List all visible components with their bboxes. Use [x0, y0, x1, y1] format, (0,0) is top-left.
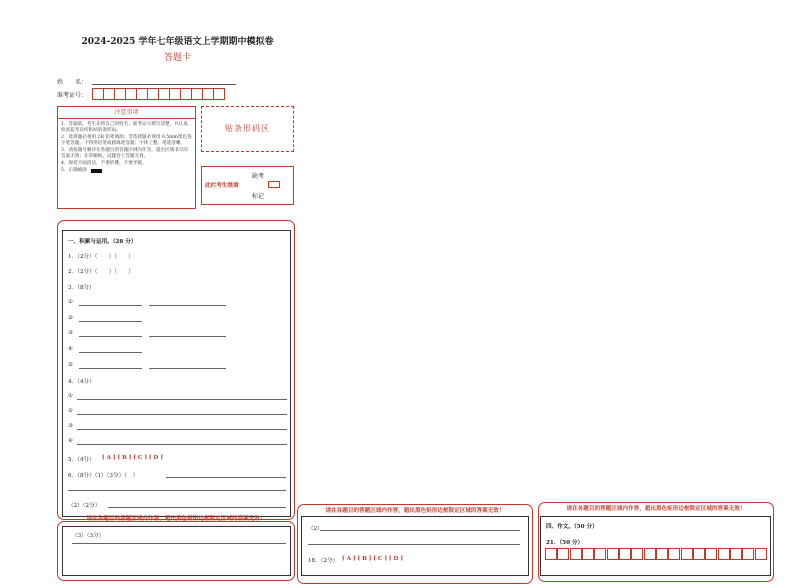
essay-cell[interactable] — [718, 548, 730, 560]
q4-circle-2: ② — [68, 408, 74, 414]
essay-grid[interactable] — [545, 548, 767, 562]
section1-heading: 一、积累与运用。（28 分） — [68, 239, 137, 245]
q4-circle-3: ③ — [68, 423, 74, 429]
q3-line[interactable] — [149, 336, 226, 337]
essay-cell[interactable] — [681, 548, 693, 560]
q3-line[interactable] — [79, 305, 142, 306]
essay-cell[interactable] — [582, 548, 594, 560]
q3-line[interactable] — [149, 305, 226, 306]
section3-heading: 四、作文。（50 分） — [546, 524, 598, 530]
q21: 21．（50 分） — [546, 540, 584, 546]
barcode-area: 贴条形码区 — [201, 106, 294, 152]
essay-cell[interactable] — [656, 548, 668, 560]
notice-box — [57, 106, 196, 209]
essay-cell[interactable] — [730, 548, 742, 560]
q-2: （2） — [308, 526, 323, 532]
q3-circle-2: ② — [68, 315, 74, 321]
essay-cell[interactable] — [619, 548, 631, 560]
q3-line[interactable] — [79, 321, 142, 322]
q3-line[interactable] — [79, 368, 142, 369]
page-subtitle: 答题卡 — [163, 53, 191, 63]
q4: 4．（4分） — [68, 379, 95, 385]
essay-cell[interactable] — [705, 548, 717, 560]
absent-box — [201, 166, 294, 205]
q6-line[interactable] — [166, 477, 286, 478]
filled-sample-mark — [91, 169, 102, 173]
notice-item: 3．请按题号顺序在各题目的答题区域内作答，超出区域书写的答案无效；在草稿纸、试题卷上答题无效。 — [61, 148, 188, 160]
q5-label: 5．（4分） — [68, 457, 95, 463]
q4-line[interactable] — [77, 399, 287, 400]
q3-circle-4: ④ — [68, 346, 74, 352]
essay-cell[interactable] — [607, 548, 619, 560]
q6-3: （3）（3分） — [72, 533, 105, 539]
q18-options[interactable]: [ A ] [ B ] [ C ] [ D ] — [342, 556, 403, 562]
absent-label: 缺考 — [252, 173, 265, 180]
essay-cell[interactable] — [755, 548, 767, 560]
q6-line[interactable] — [72, 543, 286, 544]
sample-label: 5．正确填涂 — [61, 167, 87, 173]
q6: 6．（8分）（1）（3分）（ ） — [68, 473, 139, 479]
q3-line[interactable] — [79, 352, 142, 353]
q4-line[interactable] — [77, 414, 287, 415]
q4-line[interactable] — [77, 444, 287, 445]
id-boxes[interactable] — [92, 88, 224, 100]
q6-line[interactable] — [108, 507, 286, 508]
name-field[interactable] — [92, 84, 236, 85]
notice-item: 4．保持卡面清洁，不要折叠、不要弄破。 — [61, 161, 147, 166]
warning-text: 请在各题目的答题区域内作答，超出黑色矩形边框限定区域的答案无效！ — [86, 516, 266, 522]
essay-cell[interactable] — [631, 548, 643, 560]
q3-circle-1: ① — [68, 299, 74, 305]
page-title: 2024-2025 学年七年级语文上学期期中模拟卷 — [81, 37, 274, 47]
q3-circle-3: ③ — [68, 330, 74, 336]
name-label: 姓 名： — [57, 79, 88, 86]
section2-answer-area — [301, 516, 529, 576]
q5-options[interactable]: [ A ] [ B ] [ C ] [ D ] — [102, 455, 163, 461]
essay-cell[interactable] — [742, 548, 754, 560]
q2: 2．（2分）（ ）（ ） — [68, 269, 134, 275]
q3-line[interactable] — [79, 336, 142, 337]
essay-cell[interactable] — [594, 548, 606, 560]
q6-2: （2）（2分） — [68, 503, 101, 509]
q3-line[interactable] — [149, 368, 226, 369]
warning-text: 请在各题目的答题区域内作答，超出黑色矩形边框限定区域的答案无效！ — [325, 508, 505, 514]
absent-checkbox[interactable] — [268, 181, 280, 188]
id-label: 准考证号： — [57, 92, 88, 99]
essay-cell[interactable] — [570, 548, 582, 560]
q1: 1．（2分）（ ）（ ） — [68, 254, 134, 260]
essay-cell[interactable] — [545, 548, 557, 560]
essay-cell[interactable] — [693, 548, 705, 560]
notice-item: 1．答题前，考生先将自己的姓名、准考证号填写清楚，并认真检查监考员所粘贴的条形码。 — [61, 122, 188, 134]
q6-line[interactable] — [68, 490, 286, 491]
absent-note: 此栏考生禁填 — [205, 183, 239, 189]
essay-cell[interactable] — [644, 548, 656, 560]
q4-circle-4: ④ — [68, 438, 74, 444]
notice-heading: 注意事项 — [58, 107, 195, 119]
essay-cell[interactable] — [668, 548, 680, 560]
notice-item: 2．选择题必须用 2B 铅笔填涂；非选择题必须用 0.5mm黑色签字笔答题，不得用铅笔或圆珠笔答题；字体工整、笔迹清晰。 — [61, 135, 192, 147]
absent-mark-label: 标记 — [252, 193, 265, 200]
essay-cell[interactable] — [557, 548, 569, 560]
answer-line[interactable] — [320, 530, 520, 531]
q3: 3．（8分） — [68, 285, 95, 291]
q3-circle-5: ⑤ — [68, 362, 74, 368]
q18-label: 18．（2分） — [308, 558, 339, 564]
answer-line[interactable] — [308, 544, 520, 545]
q4-line[interactable] — [77, 429, 287, 430]
q4-circle-1: ① — [68, 393, 74, 399]
warning-text: 请在各题目的答题区域内作答，超出黑色矩形边框限定区域的答案无效！ — [566, 506, 746, 512]
